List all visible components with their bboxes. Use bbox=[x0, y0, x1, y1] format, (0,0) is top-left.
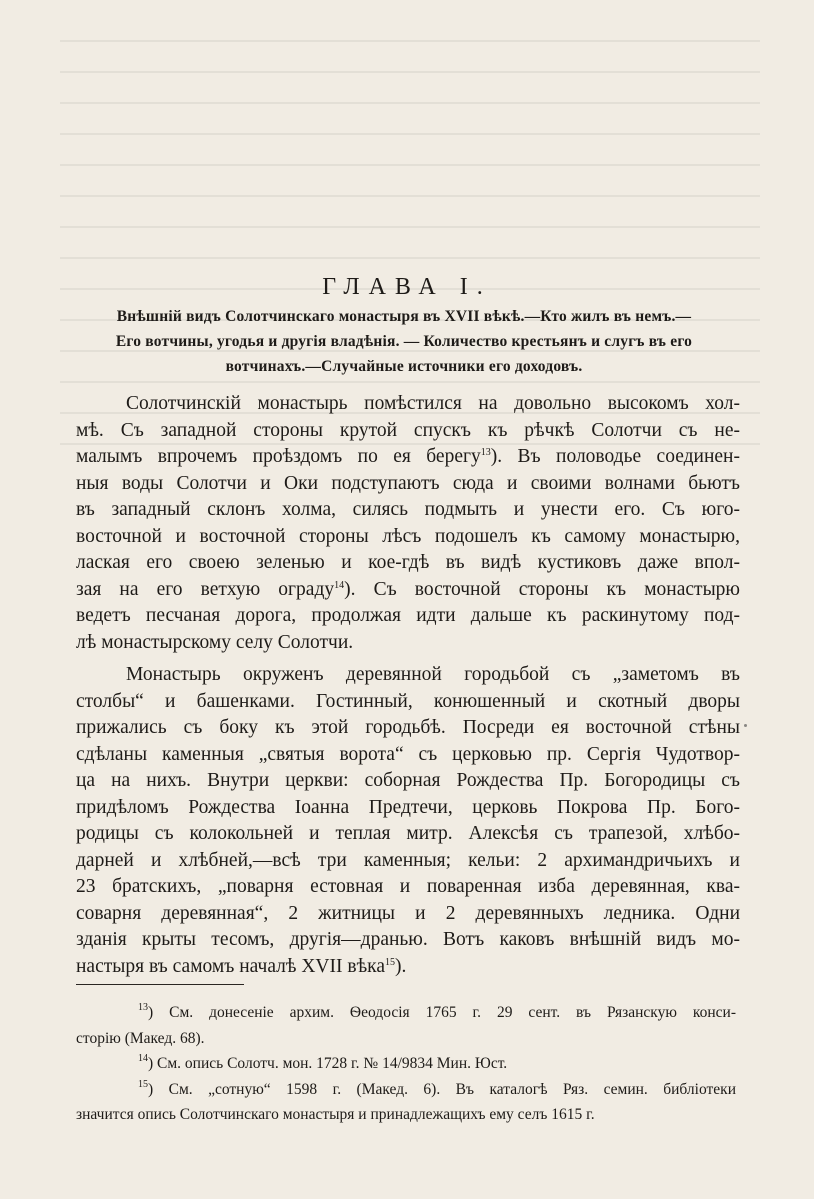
chapter-summary bbox=[72, 304, 736, 379]
text-line: ца на нихъ. Внутри церкви: соборная Рождества Пр. Богородицы съ bbox=[76, 770, 740, 791]
footnote-13-cont: сторію (Макед. 68). bbox=[76, 1029, 205, 1047]
text-line: лѣ монастырскому селу Солотчи. bbox=[76, 631, 354, 653]
text-line: настыря въ самомъ началѣ XVII вѣка$^{15}$). bbox=[76, 955, 407, 977]
footnote-15-cont: значится опись Солотчинскаго монастыря и принадлежащихъ ему селъ 1615 г. bbox=[76, 1106, 595, 1123]
text-line: придѣломъ Рождества Іоанна Предтечи, церковь Покрова Пр. Бого- bbox=[76, 796, 740, 818]
text-line: 23 братскихъ, „поварня естовная и поваренная изба деревянная, ква- bbox=[76, 876, 740, 897]
text-line: зая на его ветхую ограду$^{14}$). Съ восточной стороны къ монастырю bbox=[76, 578, 740, 600]
text-line: дарней и хлѣбней,—всѣ три каменныя; кельи: 2 архимандричьихъ и bbox=[76, 849, 740, 871]
text-line: прижались съ боку къ этой городьбѣ. Посреди ея восточной стѣны bbox=[76, 717, 740, 738]
chapter-title: ГЛАВА I. bbox=[322, 274, 492, 301]
text-line: восточной и восточной стороны лѣсъ подошелъ къ самому монастырю, bbox=[76, 525, 740, 547]
text-line: зданія крыты тесомъ, другія—дранью. Вотъ каковъ внѣшній видъ мо- bbox=[76, 929, 740, 950]
text-line: ведетъ песчаная дорога, продолжая идти дальше къ раскинутому под- bbox=[76, 605, 740, 626]
footnote-14: $^{14}$) См. опись Солотч. мон. 1728 г. № 14/9834 Мин. Юст. bbox=[138, 1053, 508, 1072]
footnote-13: $^{13}$) См. донесеніе архим. Ѳеодосія 1765 г. 29 сент. въ Рязанскую конси- bbox=[138, 1002, 736, 1021]
footnotes bbox=[76, 1000, 736, 1128]
text-line: въ западный склонъ холма, силясь подмыть и унести его. Съ юго- bbox=[76, 499, 740, 520]
print-speck bbox=[744, 724, 747, 727]
footnote-separator bbox=[76, 984, 244, 985]
text-line: ныя воды Солотчи и Оки подступаютъ сюда и своими волнами бьютъ bbox=[76, 472, 740, 494]
body-text bbox=[76, 391, 740, 980]
footnote-ref: 15 bbox=[385, 956, 396, 968]
text-line: малымъ впрочемъ проѣздомъ по ея берегу$^{13}$). Въ половодье соединен- bbox=[76, 446, 740, 467]
text-line: Монастырь окруженъ деревянной городьбой съ „заметомъ въ bbox=[126, 664, 740, 685]
text-line: столбы“ и башенками. Гостинный, конюшенный и скотный дворы bbox=[76, 690, 740, 712]
summary-line: Его вотчины, угодья и другія владѣнія. — Количество крестьянъ и слугъ въ его bbox=[115, 333, 693, 350]
footnote-ref: 14 bbox=[334, 579, 345, 591]
text-line: соварня деревянная“, 2 житницы и 2 деревянныхъ ледника. Одни bbox=[76, 902, 740, 924]
footnote-15: $^{15}$) См. „сотную“ 1598 г. (Макед. 6). Въ каталогѣ Ряз. семин. библіотеки bbox=[138, 1078, 736, 1098]
footnote-ref: 13 bbox=[480, 447, 491, 458]
summary-line: Внѣшній видъ Солотчинскаго монастыря въ XVII вѣкѣ.—Кто жилъ въ немъ.— bbox=[116, 308, 692, 325]
text-line: мѣ. Съ западной стороны крутой спускъ къ рѣчкѣ Солотчи съ не- bbox=[76, 419, 740, 441]
text-line: Солотчинскій монастырь помѣстился на довольно высокомъ хол- bbox=[126, 393, 740, 414]
text-line: лаская его своею зеленью и кое-гдѣ въ видѣ кустиковъ даже впол- bbox=[76, 552, 740, 573]
summary-line: вотчинахъ.—Случайные источники его доходовъ. bbox=[225, 358, 583, 375]
text-line: родицы съ колокольней и теплая митр. Алексѣя съ трапезой, хлѣбо- bbox=[76, 823, 740, 844]
text-line: сдѣланы каменныя „святыя ворота“ съ церковью пр. Сергія Чудотвор- bbox=[76, 743, 740, 765]
